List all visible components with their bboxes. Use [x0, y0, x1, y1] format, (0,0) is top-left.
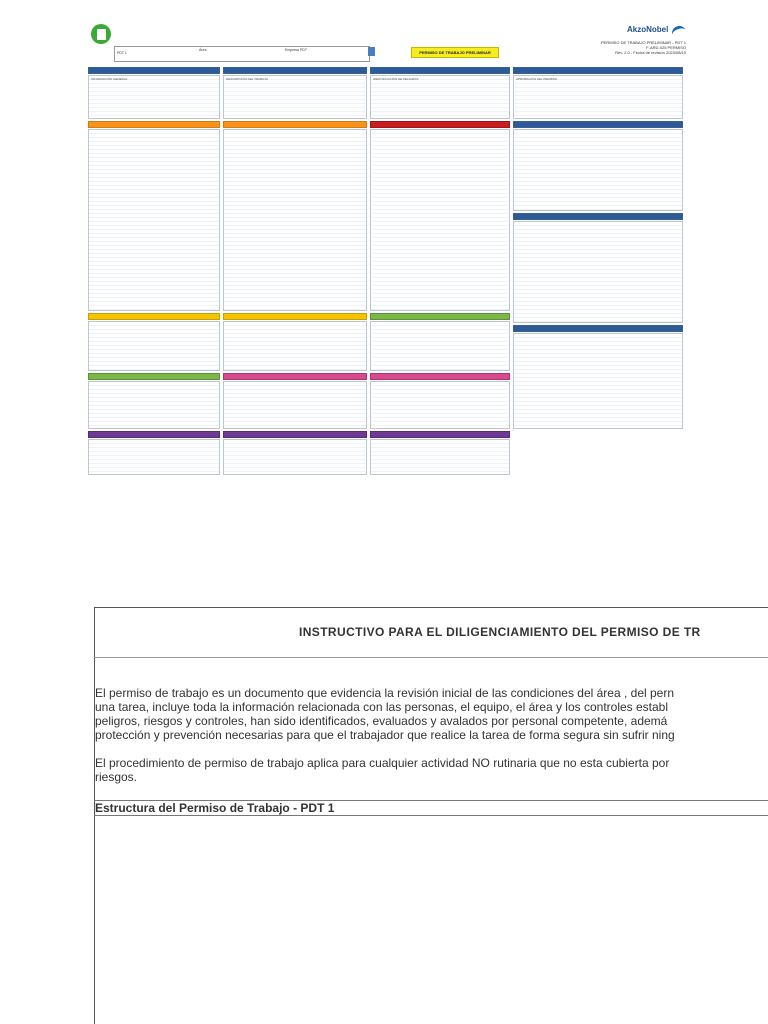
permit-code: PDT 1	[117, 51, 127, 55]
section-title: INFORMACIÓN GENERAL	[91, 77, 128, 81]
section-band	[513, 121, 683, 128]
column-work	[223, 67, 367, 533]
section-band	[370, 431, 510, 438]
doc-title-line: PERMISO DE TRABAJO PRELIMINAR - PDT 1	[601, 40, 686, 45]
document-title-block	[601, 40, 686, 55]
approval-block	[513, 75, 683, 119]
checklist-block	[88, 381, 220, 429]
general-info-block	[88, 75, 220, 119]
page-divider	[94, 607, 768, 608]
checklist-block	[223, 439, 367, 475]
section-band	[513, 213, 683, 220]
section-band	[223, 431, 367, 438]
checklist-block	[88, 321, 220, 371]
section-band	[370, 67, 510, 74]
header-fields	[114, 46, 370, 62]
checklist-block	[88, 439, 220, 475]
checklist-block	[223, 381, 367, 429]
risk-block	[370, 75, 510, 119]
column-approval	[513, 67, 683, 533]
instructions-title: INSTRUCTIVO PARA EL DILIGENCIAMIENTO DEL PERMISO DE TR	[299, 625, 701, 639]
document-logo-icon	[91, 24, 111, 44]
doc-title-line: Rev. 2.0 - Fecha de revisión 2023/08/10	[615, 50, 686, 55]
section-band	[370, 313, 510, 320]
checklist-block	[370, 381, 510, 429]
title-rule	[94, 657, 768, 658]
section-title: IDENTIFICACIÓN DE PELIGROS	[373, 77, 419, 81]
brand-mark-icon	[670, 24, 688, 41]
section-band	[88, 431, 220, 438]
structure-heading: Estructura del Permiso de Trabajo - PDT 1	[94, 800, 768, 816]
work-description-block	[223, 75, 367, 119]
section-band	[223, 67, 367, 74]
area-field-label: Área	[199, 48, 207, 52]
signature-table	[513, 333, 683, 429]
instructions-paragraph: El permiso de trabajo es un documento que evidencia la revisión inicial de las condiciones del área , del pern una tarea, incluye toda la información relacionada con las personas, el equipo, el área y los controles establ peligros, riesgos y controles, han sido identificados, evaluados y avalados por personal competente, ademá protección y prevención necesarias para que el trabajador que realice la tarea de forma segura sin sufrir ning	[95, 686, 675, 742]
instructions-paragraph: El procedimiento de permiso de trabajo aplica para cualquier actividad NO rutinaria que no esta cubierta por riesgos.	[95, 756, 670, 784]
signature-table	[513, 129, 683, 211]
section-band	[223, 373, 367, 380]
section-band	[513, 325, 683, 332]
section-title: DESCRIPCIÓN DEL TRABAJO	[226, 77, 269, 81]
checklist-block	[370, 129, 510, 311]
section-band	[223, 313, 367, 320]
checklist-block	[88, 129, 220, 311]
section-band	[223, 121, 367, 128]
section-band	[88, 67, 220, 74]
company-brand: AkzoNobel	[627, 25, 669, 34]
signature-table	[513, 221, 683, 323]
column-general	[88, 67, 220, 533]
section-band	[88, 313, 220, 320]
checklist-block	[370, 439, 510, 475]
section-band	[370, 121, 510, 128]
doc-title-line: F-ARD-025 PERMISO	[646, 45, 686, 50]
checklist-block	[223, 321, 367, 371]
checklist-block	[223, 129, 367, 311]
permit-type-badge: PERMISO DE TRABAJO PRELIMINAR	[411, 47, 499, 58]
company-field-label: Empresa PDT	[285, 48, 307, 52]
section-band	[513, 67, 683, 74]
section-band	[370, 373, 510, 380]
blue-marker	[368, 47, 375, 56]
column-risks	[370, 67, 510, 533]
section-title: APROBACIÓN DEL PERMISO	[516, 77, 558, 81]
section-band	[88, 121, 220, 128]
checklist-block	[370, 321, 510, 371]
section-band	[88, 373, 220, 380]
